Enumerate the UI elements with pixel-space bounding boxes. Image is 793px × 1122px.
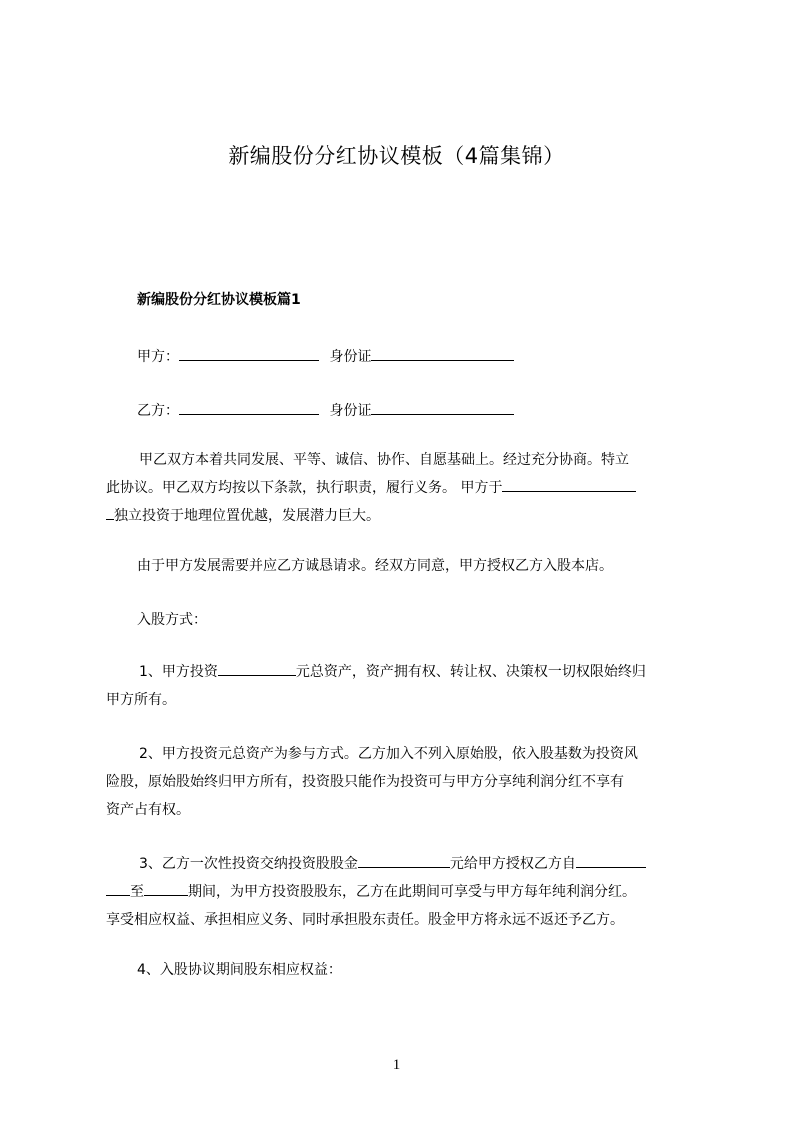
item-1-line-2: 甲方所有。	[106, 692, 176, 708]
method-heading: 入股方式：	[137, 612, 207, 628]
end-date-blank	[144, 880, 188, 896]
investment-amount-blank	[218, 660, 296, 676]
item-1-paragraph	[106, 658, 706, 714]
item-2-line-2: 险股，原始股始终归甲方所有，投资股只能作为投资可与甲方分享纯利润分红不享有	[106, 774, 624, 790]
document-title: 新编股份分红协议模板（4篇集锦）	[228, 144, 565, 168]
intro-line-1: 甲乙双方本着共同发展、平等、诚信、协作、自愿基础上。经过充分协商。特立	[139, 452, 629, 468]
page-number: 1	[392, 1057, 401, 1073]
item-2-line-3: 资产占有权。	[106, 802, 190, 818]
start-date-blank-cont	[106, 880, 130, 896]
party-b-id-label: 身份证	[329, 403, 372, 419]
authorization-line: 由于甲方发展需要并应乙方诚恳请求。经双方同意，甲方授权乙方入股本店。	[137, 558, 613, 574]
intro-line-2: 此协议。甲乙双方均按以下条款，执行职责，履行义务。 甲方于	[106, 474, 706, 502]
item-1-line-1: 1、甲方投资 元总资产，资产拥有权、转让权、决策权一切权限始终归	[106, 658, 706, 686]
item-3-paragraph	[106, 850, 706, 934]
section-heading: 新编股份分红协议模板篇1	[137, 292, 301, 308]
party-a-id-blank	[371, 345, 514, 361]
party-a-location-blank	[502, 476, 636, 492]
item-3-line-3: 享受相应权益、承担相应义务、同时承担股东责任。股金甲方将永远不返还予乙方。	[106, 912, 624, 928]
item-2-line-1: 2、甲方投资元总资产为参与方式。乙方加入不列入原始股，依入股基数为投资风	[139, 746, 638, 762]
item-3-line-1: 3、乙方一次性投资交纳投资股股金 元给甲方授权乙方自	[106, 850, 706, 878]
start-date-blank	[576, 852, 646, 868]
intro-paragraph	[106, 446, 706, 530]
party-b-id-blank	[371, 399, 514, 415]
party-b-label: 乙方：	[137, 403, 179, 419]
party-b-name-blank	[179, 399, 319, 415]
party-a-name-blank	[179, 345, 319, 361]
item-4-heading: 4、入股协议期间股东相应权益：	[137, 962, 342, 978]
party-a-line	[137, 345, 514, 367]
party-b-line	[137, 399, 514, 421]
party-a-label: 甲方：	[137, 349, 179, 365]
party-a-id-label: 身份证	[329, 349, 372, 365]
item-2-paragraph	[106, 740, 706, 824]
continued-blank	[106, 504, 114, 520]
item-3-line-2: 至 期间，为甲方投资股股东，乙方在此期间可享受与甲方每年纯利润分红。	[106, 878, 706, 906]
intro-line-3: 独立投资于地理位置优越，发展潜力巨大。	[106, 502, 706, 530]
share-capital-blank	[358, 852, 450, 868]
